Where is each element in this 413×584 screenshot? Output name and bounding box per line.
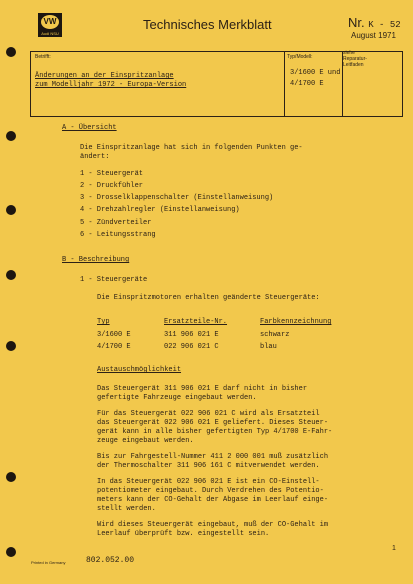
section-a-heading: A - Übersicht [62, 124, 117, 132]
paragraph-line: potentiometer eingebaut. Durch Verdrehen des Potentio- [97, 487, 324, 495]
paragraph-line: Wird dieses Steuergerät eingebaut, muß der CO-Gehalt im [97, 521, 329, 529]
table-cell: schwarz [260, 331, 290, 339]
paragraph-line: Das Steuergerät 311 906 021 E darf nicht in bisher [97, 385, 308, 393]
punch-hole [6, 472, 16, 482]
list-item: 5 - Zündverteiler [80, 219, 152, 227]
section-a-intro: ändert: [80, 153, 110, 161]
footer-small-print: Printed in Germany [31, 560, 66, 565]
section-b-intro: Die Einspritzmotoren erhalten geänderte Steuergeräte: [97, 294, 320, 302]
document-title: Technisches Merkblatt [143, 17, 272, 32]
section-a-intro: Die Einspritzanlage hat sich in folgenden Punkten ge- [80, 144, 303, 152]
list-item: 4 - Drehzahlregler (Einstellanweisung) [80, 206, 240, 214]
table-cell: blau [260, 343, 277, 351]
table-header: Ersatzteile-Nr. [164, 318, 228, 326]
list-item: 2 - Druckfühler [80, 182, 144, 190]
punch-hole [6, 47, 16, 57]
paragraph-line: Bis zur Fahrgestell-Nummer 411 2 000 001 muß zusätzlich [97, 453, 329, 461]
list-item: 1 - Steuergerät [80, 170, 144, 178]
vw-logo: VW Audi NSU [38, 13, 62, 37]
paragraph-line: Für das Steuergerät 022 906 021 C wird als Ersatzteil [97, 410, 320, 418]
punch-hole [6, 547, 16, 557]
paragraph-line: gefertigte Fahrzeuge eingebaut werden. [97, 394, 257, 402]
list-item: 3 - Drosselklappenschalter (Einstellanweisung) [80, 194, 274, 202]
austausch-heading: Austauschmöglichkeit [97, 366, 182, 374]
punch-hole [6, 270, 16, 280]
list-item: 6 - Leitungsstrang [80, 231, 156, 239]
table-header: Typ [97, 318, 110, 326]
document-date: August 1971 [351, 31, 396, 40]
paragraph-line: In das Steuergerät 022 906 021 E ist ein CO-Einstell- [97, 478, 320, 486]
paragraph-line: stellt werden. [97, 505, 156, 513]
table-header: Farbkennzeichnung [260, 318, 332, 326]
table-cell: 311 906 021 E [164, 331, 219, 339]
page-number: 1 [392, 545, 396, 552]
punch-hole [6, 131, 16, 141]
punch-hole [6, 341, 16, 351]
paragraph-line: das Steuergerät 022 906 021 E geliefert. Dieses Steuer- [97, 419, 329, 427]
table-cell: 4/1700 E [97, 343, 131, 351]
betrifft-label: Betrifft: [35, 54, 51, 60]
document-number: Nr. K - 52 [348, 15, 401, 30]
table-cell: 3/1600 E [97, 331, 131, 339]
typ-text: 3/1600 E und 4/1700 E [290, 69, 341, 88]
subject-text: Änderungen an der Einspritzanlage zum Modelljahr 1972 - Europa-Version [35, 72, 187, 89]
table-cell: 022 906 021 C [164, 343, 219, 351]
paragraph-line: gerät kann in alle bisher gefertigten Typ 4/1700 E-Fahr- [97, 428, 333, 436]
section-b-heading: B - Beschreibung [62, 256, 130, 264]
footer-number: 802.052.00 [86, 556, 135, 565]
paragraph-line: zeuge eingebaut werden. [97, 437, 194, 445]
paragraph-line: Leerlauf überprüft bzw. eingestellt sein. [97, 530, 270, 538]
paragraph-line: der Thermoschalter 311 906 161 C mitverwendet werden. [97, 462, 320, 470]
side-note: siehe Reparatur- Leitfaden [343, 50, 367, 68]
paragraph-line: meters kann der CO-Gehalt der Abgase im Leerlauf einge- [97, 496, 329, 504]
sub-heading: 1 - Steuergeräte [80, 276, 148, 284]
typ-label: Typ/Modell: [287, 54, 313, 60]
punch-hole [6, 205, 16, 215]
